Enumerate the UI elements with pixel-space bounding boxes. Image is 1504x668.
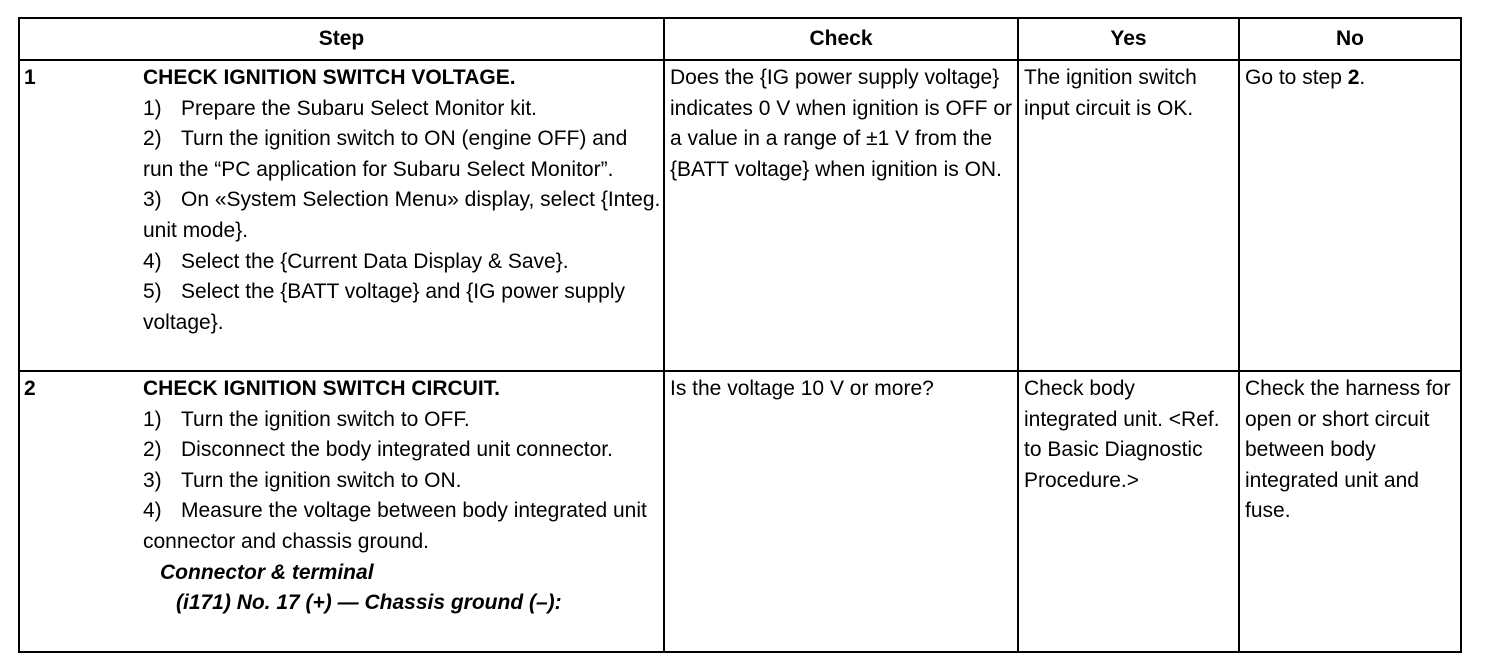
step-title: CHECK IGNITION SWITCH VOLTAGE.	[143, 66, 516, 89]
substep-number: 4)	[143, 499, 162, 523]
goto-step-link[interactable]: 2	[1347, 66, 1360, 89]
substep-text: Select the {BATT voltage} and {IG power supply voltage}.	[143, 280, 625, 334]
yes-cell	[1018, 371, 1239, 652]
substep-number: 1)	[143, 96, 162, 120]
substep-number: 4)	[143, 249, 162, 273]
table-header-row	[19, 18, 1461, 60]
substep	[143, 124, 661, 185]
table-row-step-2	[19, 371, 1461, 652]
no-text	[1245, 61, 1455, 94]
step-title: CHECK IGNITION SWITCH CIRCUIT.	[143, 377, 500, 400]
substep-number: 3)	[143, 468, 162, 492]
check-text: Is the voltage 10 V or more?	[670, 377, 934, 400]
substep-number: 3)	[143, 188, 162, 212]
step-cell	[19, 60, 664, 371]
no-text: Check the harness for open or short circuit between body integrated unit and fuse.	[1245, 377, 1451, 523]
substep-number: 1)	[143, 407, 162, 431]
no-text-prefix: Go to step	[1245, 66, 1348, 89]
step-cell	[19, 371, 664, 652]
check-cell	[664, 60, 1018, 371]
check-cell	[664, 371, 1018, 652]
substep-text: Measure the voltage between body integrated unit connector and chassis ground.	[143, 499, 647, 553]
substep	[143, 466, 661, 497]
substep	[143, 94, 661, 125]
substep	[143, 247, 661, 278]
no-cell	[1239, 60, 1461, 371]
substep	[143, 405, 661, 436]
substep-number: 5)	[143, 280, 162, 304]
substep-text: Disconnect the body integrated unit connector.	[181, 438, 613, 462]
substep-number: 2)	[143, 438, 162, 462]
substep	[143, 185, 661, 246]
no-text-suffix: .	[1359, 66, 1366, 89]
header-step: Step	[19, 18, 664, 60]
header-no: No	[1239, 18, 1461, 60]
substep	[143, 496, 661, 557]
yes-cell	[1018, 60, 1239, 371]
connector-terminal: (i171) No. 17 (+) — Chassis ground (–):	[176, 591, 562, 615]
header-check: Check	[664, 18, 1018, 60]
step-number: 1	[24, 66, 36, 89]
diagnostic-procedure-table	[18, 17, 1462, 653]
check-text: Does the {IG power supply voltage} indicates 0 V when ignition is OFF or a value in a range of ±1 V from the {BATT voltage} when ignition is ON.	[670, 66, 1012, 181]
substep-text: Turn the ignition switch to OFF.	[181, 407, 470, 431]
yes-text: The ignition switch input circuit is OK.	[1024, 66, 1197, 120]
header-yes: Yes	[1018, 18, 1239, 60]
substep-text: Turn the ignition switch to ON (engine OFF) and run the “PC application for Subaru Select Monitor”.	[143, 127, 628, 181]
table-row-step-1	[19, 60, 1461, 371]
substep-text: On «System Selection Menu» display, select {Integ. unit mode}.	[143, 188, 661, 242]
connector-label: Connector & terminal	[160, 560, 374, 584]
substep-text: Select the {Current Data Display & Save}.	[181, 249, 569, 273]
yes-text: Check body integrated unit. <Ref. to Basic Diagnostic Procedure.>	[1024, 377, 1220, 492]
substep	[143, 435, 661, 466]
substep-number: 2)	[143, 127, 162, 151]
substep-text: Turn the ignition switch to ON.	[181, 468, 462, 492]
no-cell	[1239, 371, 1461, 652]
substep-text: Prepare the Subaru Select Monitor kit.	[181, 96, 538, 120]
substep	[143, 277, 661, 338]
step-number: 2	[24, 377, 36, 400]
